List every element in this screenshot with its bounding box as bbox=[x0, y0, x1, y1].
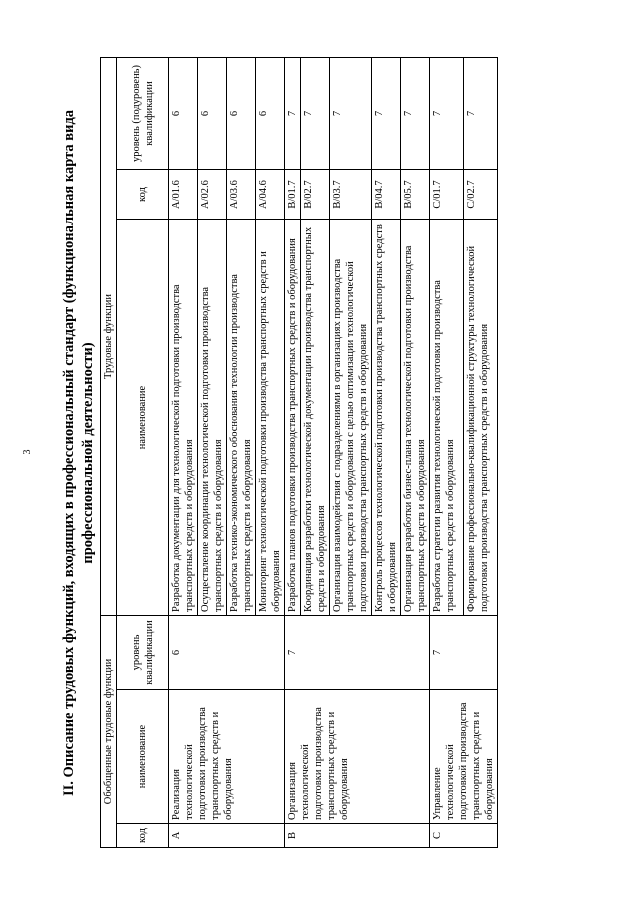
page-number: 3 bbox=[22, 449, 33, 455]
table-body bbox=[169, 57, 498, 847]
function-level: 7 bbox=[301, 57, 330, 169]
table-header-row-2 bbox=[117, 57, 169, 847]
function-name: Контроль процессов технологической подготовки производства транспортных средств и оборудования bbox=[372, 220, 401, 616]
function-code: B/01.7 bbox=[285, 170, 301, 220]
table-row bbox=[169, 57, 198, 847]
function-name: Разработка технико-экономического обоснования технологии производства транспортных средств и оборудования bbox=[227, 220, 256, 616]
function-level: 7 bbox=[285, 57, 301, 169]
header-generalized-functions: Обобщенные трудовые функции bbox=[101, 616, 117, 848]
group-name: Организация технологической подготовки производства транспортных средств и оборудования bbox=[285, 690, 430, 824]
section-heading bbox=[60, 58, 98, 848]
header-name: наименование bbox=[117, 690, 169, 824]
function-name: Мониторинг технологической подготовки производства транспортных средств и оборудования bbox=[256, 220, 285, 616]
function-name: Координация разработки технологической документации производства транспортных средств и оборудования bbox=[301, 220, 330, 616]
function-level: 6 bbox=[256, 57, 285, 169]
function-code: A/03.6 bbox=[227, 170, 256, 220]
function-name: Формирование профессионально-квалификационной структуры технологической подготовки производства транспортных средств и оборудования bbox=[464, 220, 498, 616]
function-level: 7 bbox=[372, 57, 401, 169]
group-code: C bbox=[430, 824, 498, 848]
function-level: 7 bbox=[401, 57, 430, 169]
function-code: C/01.7 bbox=[430, 170, 464, 220]
function-level: 6 bbox=[198, 57, 227, 169]
function-name: Разработка стратегии развития технологической подготовки производства транспортных средств и оборудования bbox=[430, 220, 464, 616]
group-code: B bbox=[285, 824, 430, 848]
function-level: 7 bbox=[430, 57, 464, 169]
function-level: 7 bbox=[330, 57, 372, 169]
functional-map-table bbox=[100, 57, 498, 848]
function-code: A/01.6 bbox=[169, 170, 198, 220]
function-name: Организация разработки бизнес-плана технологической подготовки производства транспортных средств и оборудования bbox=[401, 220, 430, 616]
header-level: уровень квалификации bbox=[117, 616, 169, 690]
header-labor-level: уровень (подуровень) квалификации bbox=[117, 57, 169, 169]
function-code: B/04.7 bbox=[372, 170, 401, 220]
header-labor-functions: Трудовые функции bbox=[101, 57, 117, 615]
function-name: Осуществление координации технологической подготовки производства транспортных средств и оборудования bbox=[198, 220, 227, 616]
section-heading-line-2: профессиональной деятельности) bbox=[80, 342, 96, 564]
group-level: 7 bbox=[285, 616, 430, 690]
group-level: 6 bbox=[169, 616, 285, 690]
function-name: Организация взаимодействия с подразделениями в организациях производства транспортных средств и оборудования с целью оптимизации технологической подготовки производства транспортных средств и оборудования bbox=[330, 220, 372, 616]
function-code: A/04.6 bbox=[256, 170, 285, 220]
function-level: 6 bbox=[169, 57, 198, 169]
group-level: 7 bbox=[430, 616, 498, 690]
header-labor-name: наименование bbox=[117, 220, 169, 616]
header-code: код bbox=[117, 824, 169, 848]
header-labor-code: код bbox=[117, 170, 169, 220]
function-code: B/05.7 bbox=[401, 170, 430, 220]
group-name: Реализация технологической подготовки производства транспортных средств и оборудования bbox=[169, 690, 285, 824]
group-code: A bbox=[169, 824, 285, 848]
rotated-content bbox=[60, 58, 580, 848]
table-row bbox=[285, 57, 301, 847]
function-level: 7 bbox=[464, 57, 498, 169]
group-name: Управление технологической подготовкой производства транспортных средств и оборудования bbox=[430, 690, 498, 824]
table-row bbox=[430, 57, 464, 847]
function-code: B/03.7 bbox=[330, 170, 372, 220]
function-name: Разработка документации для технологической подготовки производства транспортных средств и оборудования bbox=[169, 220, 198, 616]
function-name: Разработка планов подготовки производства транспортных средств и оборудования bbox=[285, 220, 301, 616]
function-code: C/02.7 bbox=[464, 170, 498, 220]
section-heading-line-1: II. Описание трудовых функций, входящих в профессиональный стандарт (функциональная карта вида bbox=[61, 109, 77, 797]
function-code: A/02.6 bbox=[198, 170, 227, 220]
function-level: 6 bbox=[227, 57, 256, 169]
table-header-row-1 bbox=[101, 57, 117, 847]
function-code: B/02.7 bbox=[301, 170, 330, 220]
